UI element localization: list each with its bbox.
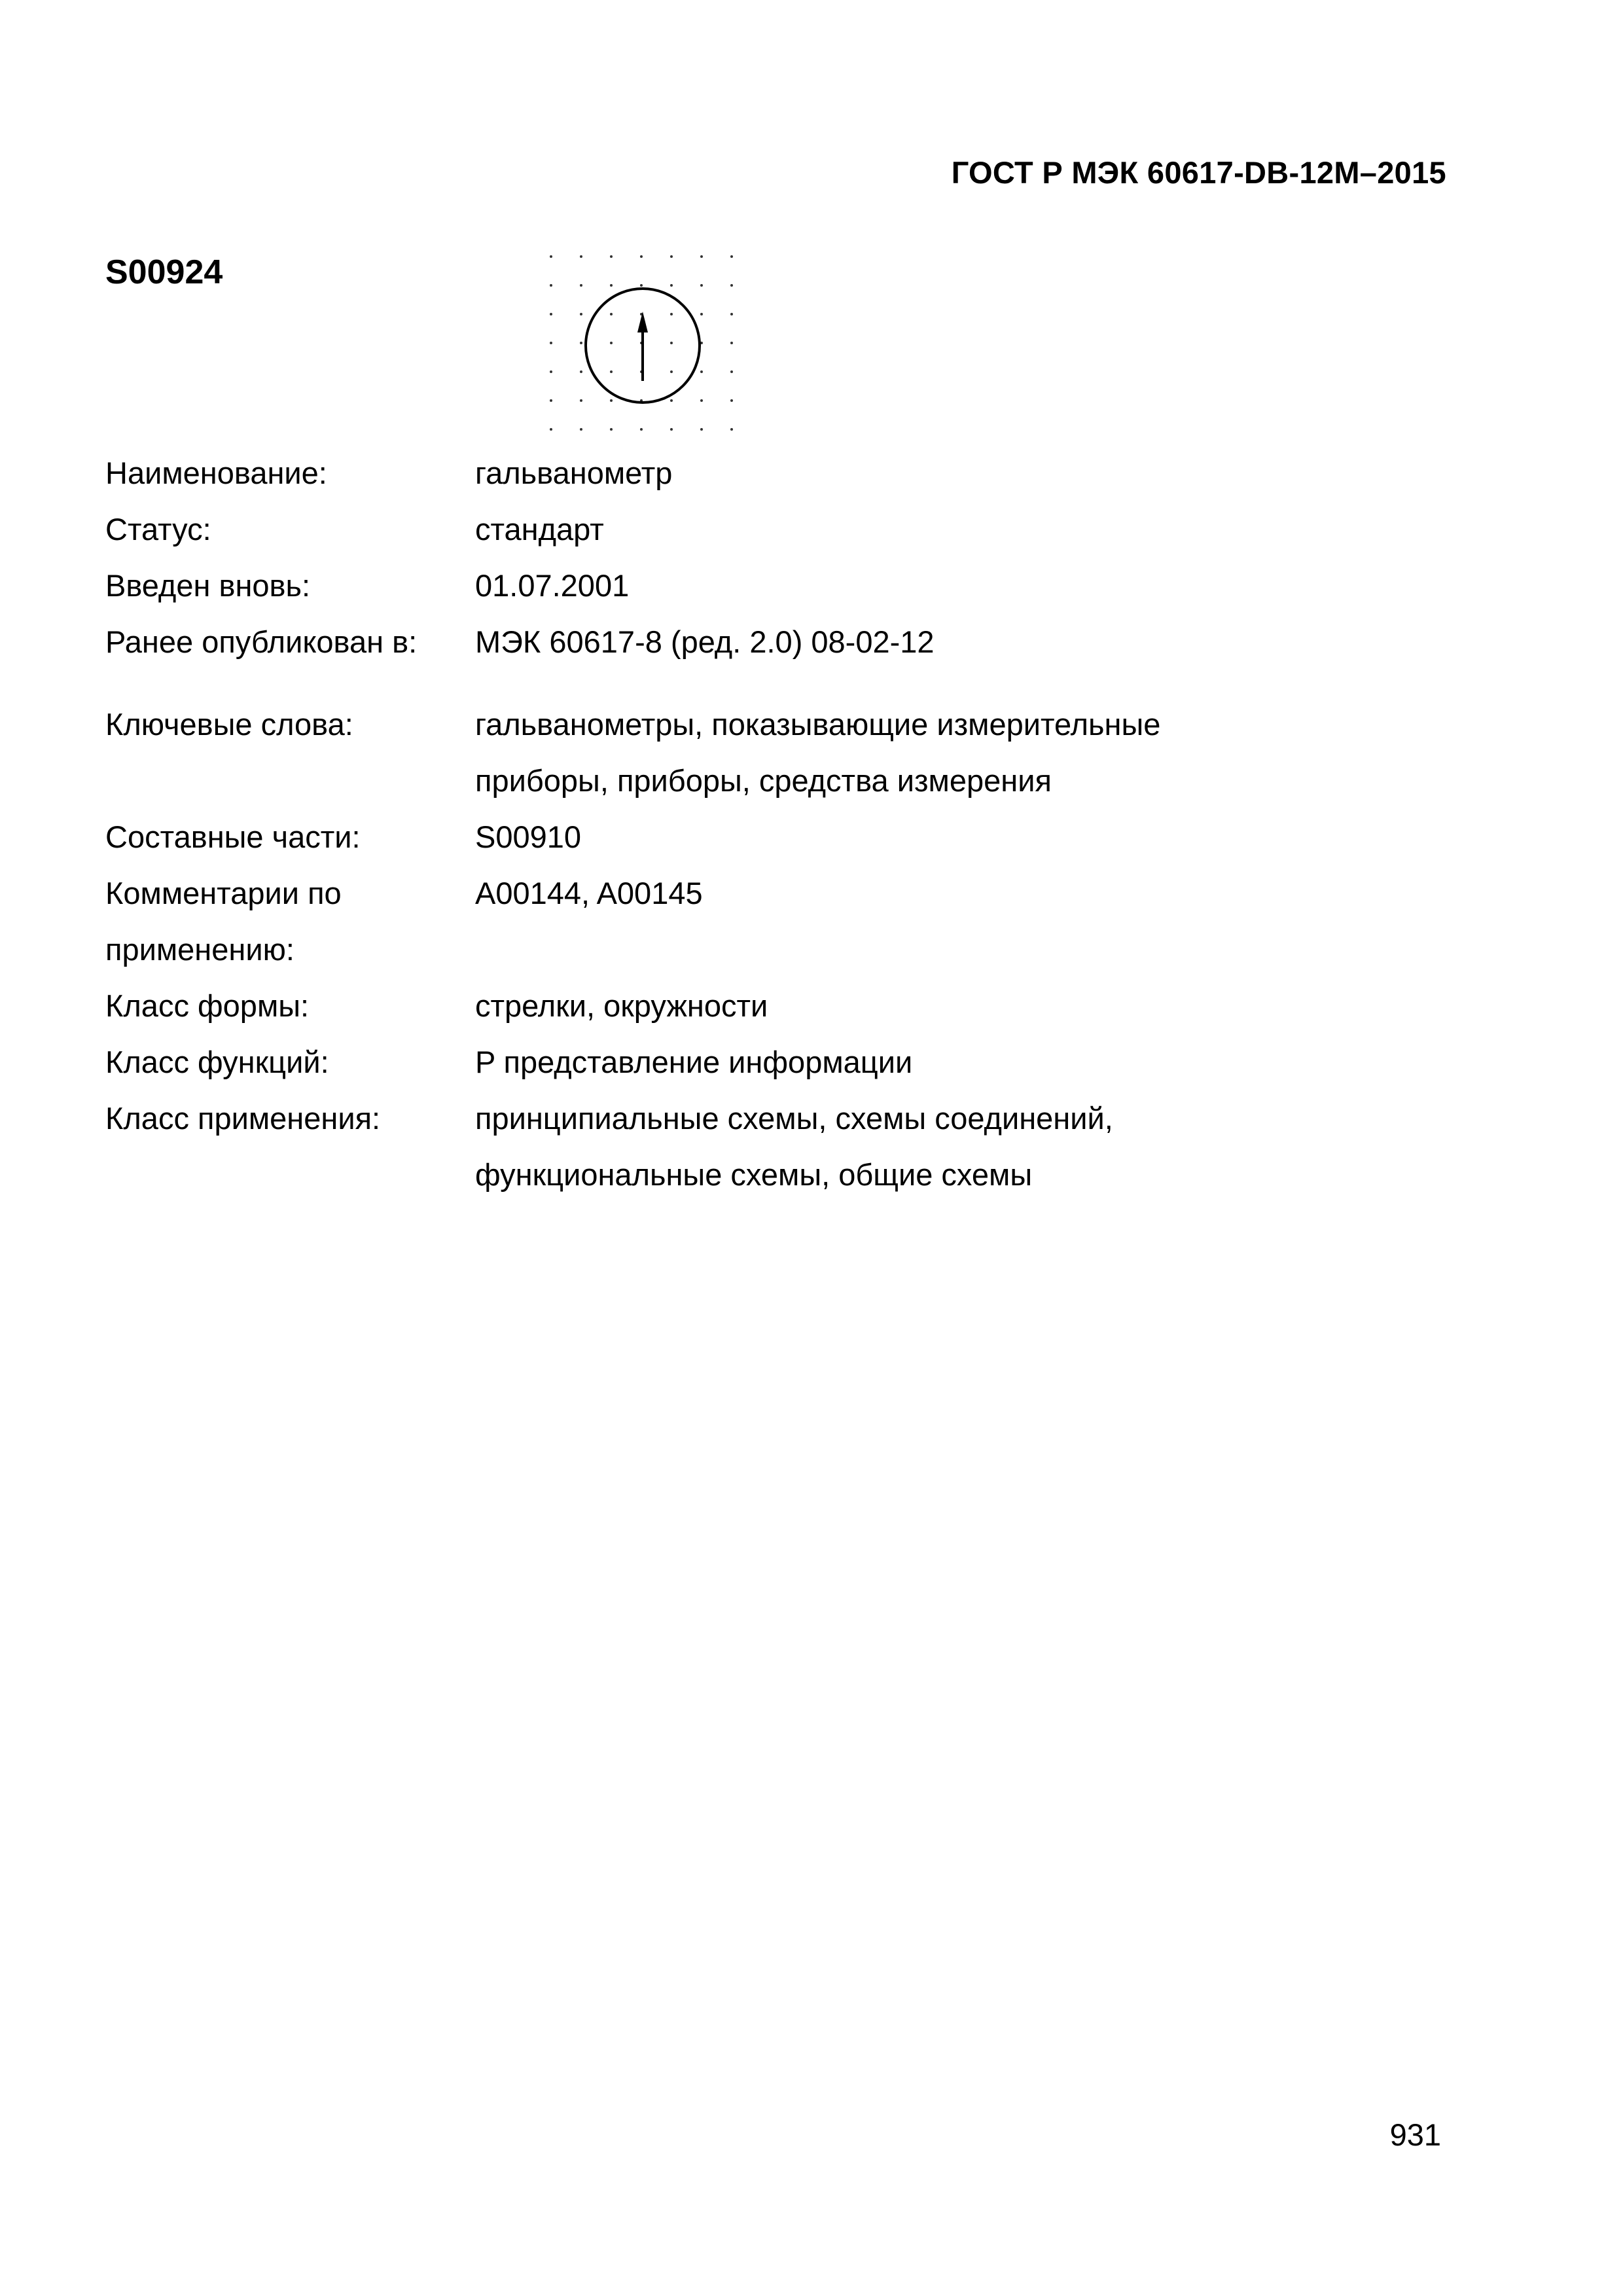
field-value: МЭК 60617-8 (ред. 2.0) 08-02-12	[475, 624, 935, 659]
grid-dot	[730, 255, 733, 258]
grid-dot	[730, 284, 733, 287]
field-label: Класс применения:	[105, 1101, 381, 1136]
field-value: 01.07.2001	[475, 568, 630, 603]
field-row-components	[105, 809, 1480, 865]
field-label: Введен вновь:	[105, 568, 311, 603]
grid-dot	[670, 428, 673, 431]
grid-dot	[640, 284, 643, 287]
grid-dot	[610, 399, 613, 402]
field-value: A00144, A00145	[475, 876, 703, 910]
grid-dot	[670, 255, 673, 258]
grid-dot	[730, 399, 733, 402]
field-value: гальванометры, показывающие измерительные	[475, 707, 1161, 742]
grid-dot	[730, 313, 733, 315]
field-row-name	[105, 445, 1480, 501]
grid-dot	[580, 342, 582, 344]
grid-dot	[700, 399, 703, 402]
grid-dot	[550, 399, 552, 402]
field-row-shape-class	[105, 978, 1480, 1034]
field-label: Ключевые слова:	[105, 707, 353, 742]
fields-table	[105, 445, 1480, 1203]
field-label: Наименование:	[105, 456, 327, 490]
field-value: S00910	[475, 819, 582, 854]
field-label: Класс функций:	[105, 1045, 329, 1079]
grid-dot	[670, 399, 673, 402]
galvanometer-symbol-icon	[543, 249, 740, 435]
grid-dot	[580, 399, 582, 402]
field-value: функциональные схемы, общие схемы	[475, 1157, 1033, 1192]
field-row-application-notes	[105, 865, 1480, 922]
grid-dot	[550, 342, 552, 344]
grid-dot	[670, 313, 673, 315]
field-value: приборы, приборы, средства измерения	[475, 763, 1052, 798]
page-number: 931	[1389, 2117, 1441, 2152]
grid-dot	[640, 428, 643, 431]
grid-dot	[610, 342, 613, 344]
field-label: Ранее опубликован в:	[105, 624, 418, 659]
grid-dot	[700, 284, 703, 287]
field-row-status	[105, 501, 1480, 558]
field-row-application-class	[105, 1090, 1480, 1147]
grid-dot	[550, 284, 552, 287]
grid-dot	[580, 370, 582, 373]
field-label: применению:	[105, 932, 294, 967]
grid-dot	[700, 370, 703, 373]
grid-dot	[610, 284, 613, 287]
grid-dot	[580, 255, 582, 258]
symbol-id: S00924	[105, 253, 223, 291]
grid-dot	[550, 313, 552, 315]
header-standard: ГОСТ Р МЭК 60617-DB-12M–2015	[951, 155, 1446, 190]
grid-dot	[580, 284, 582, 287]
grid-dot	[730, 370, 733, 373]
grid-dot	[640, 255, 643, 258]
grid-dot	[730, 342, 733, 344]
field-label: Класс формы:	[105, 988, 310, 1023]
field-value: принципиальные схемы, схемы соединений,	[475, 1101, 1113, 1136]
field-row-previously-published	[105, 614, 1480, 670]
field-row-keywords-cont	[105, 753, 1480, 809]
grid-dot	[550, 370, 552, 373]
field-value: стандарт	[475, 512, 604, 547]
field-row-function-class	[105, 1034, 1480, 1090]
grid-dot	[580, 313, 582, 315]
field-row-application-class-cont	[105, 1147, 1480, 1203]
field-label: Составные части:	[105, 819, 361, 854]
grid-dot	[700, 255, 703, 258]
grid-dot	[730, 428, 733, 431]
field-label: Комментарии по	[105, 876, 342, 910]
grid-dot	[610, 370, 613, 373]
field-value: P представление информации	[475, 1045, 913, 1079]
field-value: стрелки, окружности	[475, 988, 768, 1023]
grid-dot	[550, 428, 552, 431]
field-row-application-notes-cont	[105, 922, 1480, 978]
grid-dot	[550, 255, 552, 258]
grid-dot	[610, 428, 613, 431]
field-row-keywords	[105, 696, 1480, 753]
grid-dot	[610, 255, 613, 258]
grid-dot	[670, 284, 673, 287]
grid-dot	[670, 342, 673, 344]
grid-dot	[700, 313, 703, 315]
grid-dot	[700, 428, 703, 431]
field-value: гальванометр	[475, 456, 673, 490]
field-row-introduced	[105, 558, 1480, 614]
field-label: Статус:	[105, 512, 211, 547]
grid-dot	[670, 370, 673, 373]
grid-dot	[580, 428, 582, 431]
grid-dot	[610, 313, 613, 315]
